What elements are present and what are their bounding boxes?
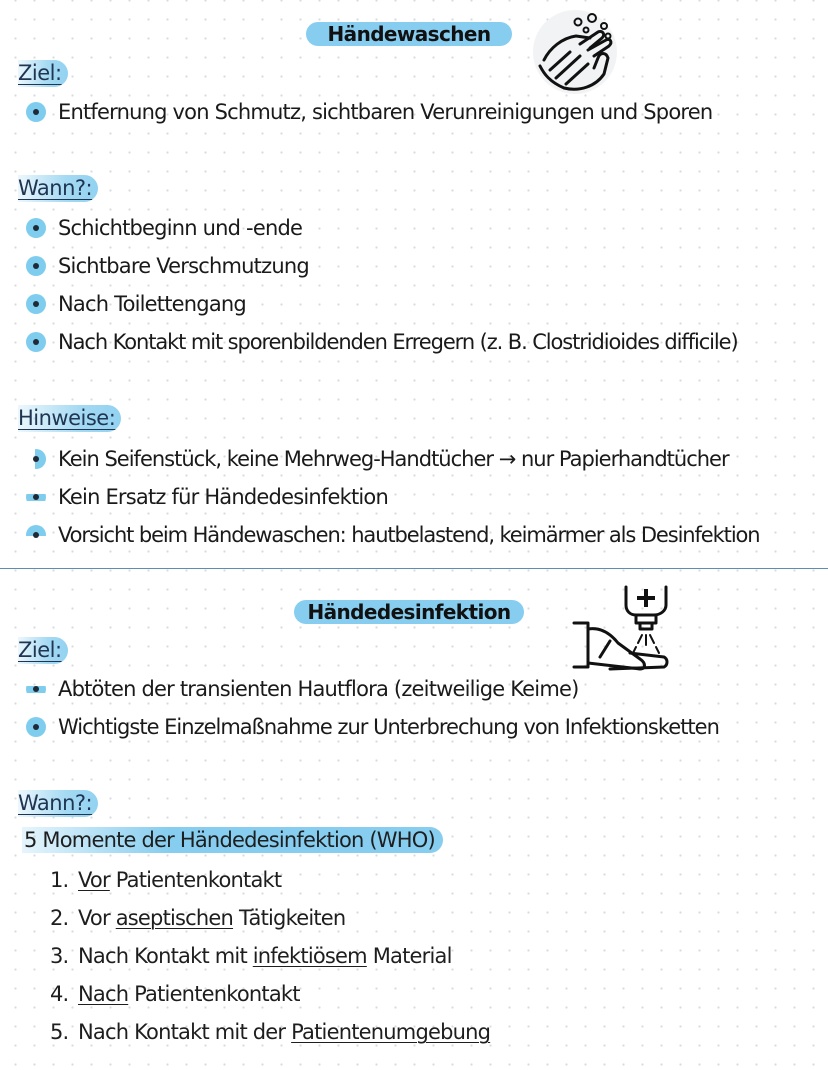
wann-item-text: Schichtbeginn und -ende xyxy=(58,216,303,240)
ziel-item xyxy=(26,674,579,704)
moment-text-underlined: Nach xyxy=(78,982,129,1006)
bullet-icon xyxy=(26,332,46,352)
moment-number: 4. xyxy=(50,982,69,1006)
ziel-item-text: Entfernung von Schmutz, sichtbaren Verunreinigungen und Sporen xyxy=(58,100,713,124)
moment-item xyxy=(50,944,452,968)
moment-item xyxy=(50,982,300,1006)
moment-text-post: Patientenkontakt xyxy=(128,982,300,1006)
wann-heading-1: Wann?: xyxy=(18,175,98,202)
moment-text-underlined: infektiösem xyxy=(252,944,367,968)
hinweise-item xyxy=(26,444,729,474)
bullet-icon xyxy=(26,256,46,276)
moment-text-pre: Nach Kontakt mit der xyxy=(78,1020,292,1044)
bullet-icon xyxy=(26,294,46,314)
hinweise-item-text: Kein Seifenstück, keine Mehrweg-Handtücher → nur Papierhandtücher xyxy=(58,447,729,471)
moment-number: 3. xyxy=(50,944,69,968)
hand-sanitizer-dispenser-icon xyxy=(570,583,674,683)
wann-item-text: Sichtbare Verschmutzung xyxy=(58,254,309,278)
moment-text-underlined: aseptischen xyxy=(115,906,234,930)
moment-text-post: Patientenkontakt xyxy=(109,868,282,892)
moment-text-post: Tätigkeiten xyxy=(233,906,346,930)
moment-item xyxy=(50,868,281,892)
moment-text-pre: Vor xyxy=(78,906,116,930)
bullet-icon xyxy=(26,487,46,507)
ziel-item-text: Abtöten der transienten Hautflora (zeitweilige Keime) xyxy=(58,677,579,701)
moment-text-post: Material xyxy=(366,944,452,968)
wann-item xyxy=(26,251,309,281)
bullet-icon xyxy=(26,102,46,122)
wann-item xyxy=(26,213,302,243)
bullet-icon xyxy=(26,679,46,699)
ziel-item-text: Wichtigste Einzelmaßnahme zur Unterbrechung von Infektionsketten xyxy=(58,715,719,739)
wann-item xyxy=(26,327,738,357)
ziel-heading-1: Ziel: xyxy=(18,60,68,87)
moment-number: 1. xyxy=(50,868,69,892)
section-title-handwashing: Händewaschen xyxy=(306,22,512,46)
hinweise-item-text: Kein Ersatz für Händedesinfektion xyxy=(58,485,388,509)
moment-text-underlined: Vor xyxy=(78,868,110,892)
moment-number: 2. xyxy=(50,906,69,930)
wann-item-text: Nach Kontakt mit sporenbildenden Erregern (z. B. Clostridioides difficile) xyxy=(58,330,738,354)
hinweise-heading: Hinweise: xyxy=(18,405,121,432)
ziel-item xyxy=(26,712,719,742)
moment-number: 5. xyxy=(50,1020,69,1044)
moment-item xyxy=(50,906,345,930)
hinweise-item xyxy=(26,482,388,512)
wann-heading-2: Wann?: xyxy=(18,790,98,817)
bullet-icon xyxy=(26,525,46,545)
section-divider xyxy=(0,568,828,569)
moment-text-underlined: Patientenumgebung xyxy=(291,1020,491,1044)
bullet-icon xyxy=(26,218,46,238)
section-title-disinfection: Händedesinfektion xyxy=(294,600,524,624)
hinweise-item-text: Vorsicht beim Händewaschen: hautbelastend, keimärmer als Desinfektion xyxy=(58,523,760,547)
who-moments-title: 5 Momente der Händedesinfektion (WHO) xyxy=(22,827,443,853)
bullet-icon xyxy=(26,717,46,737)
moment-item xyxy=(50,1020,490,1044)
moment-text-pre: Nach Kontakt mit xyxy=(78,944,253,968)
bullet-icon xyxy=(26,449,46,469)
hand-washing-icon xyxy=(520,8,626,96)
wann-item-text: Nach Toilettengang xyxy=(58,292,246,316)
hinweise-item xyxy=(26,520,760,550)
ziel-heading-2: Ziel: xyxy=(18,637,68,664)
ziel-item xyxy=(26,97,712,127)
wann-item xyxy=(26,289,246,319)
